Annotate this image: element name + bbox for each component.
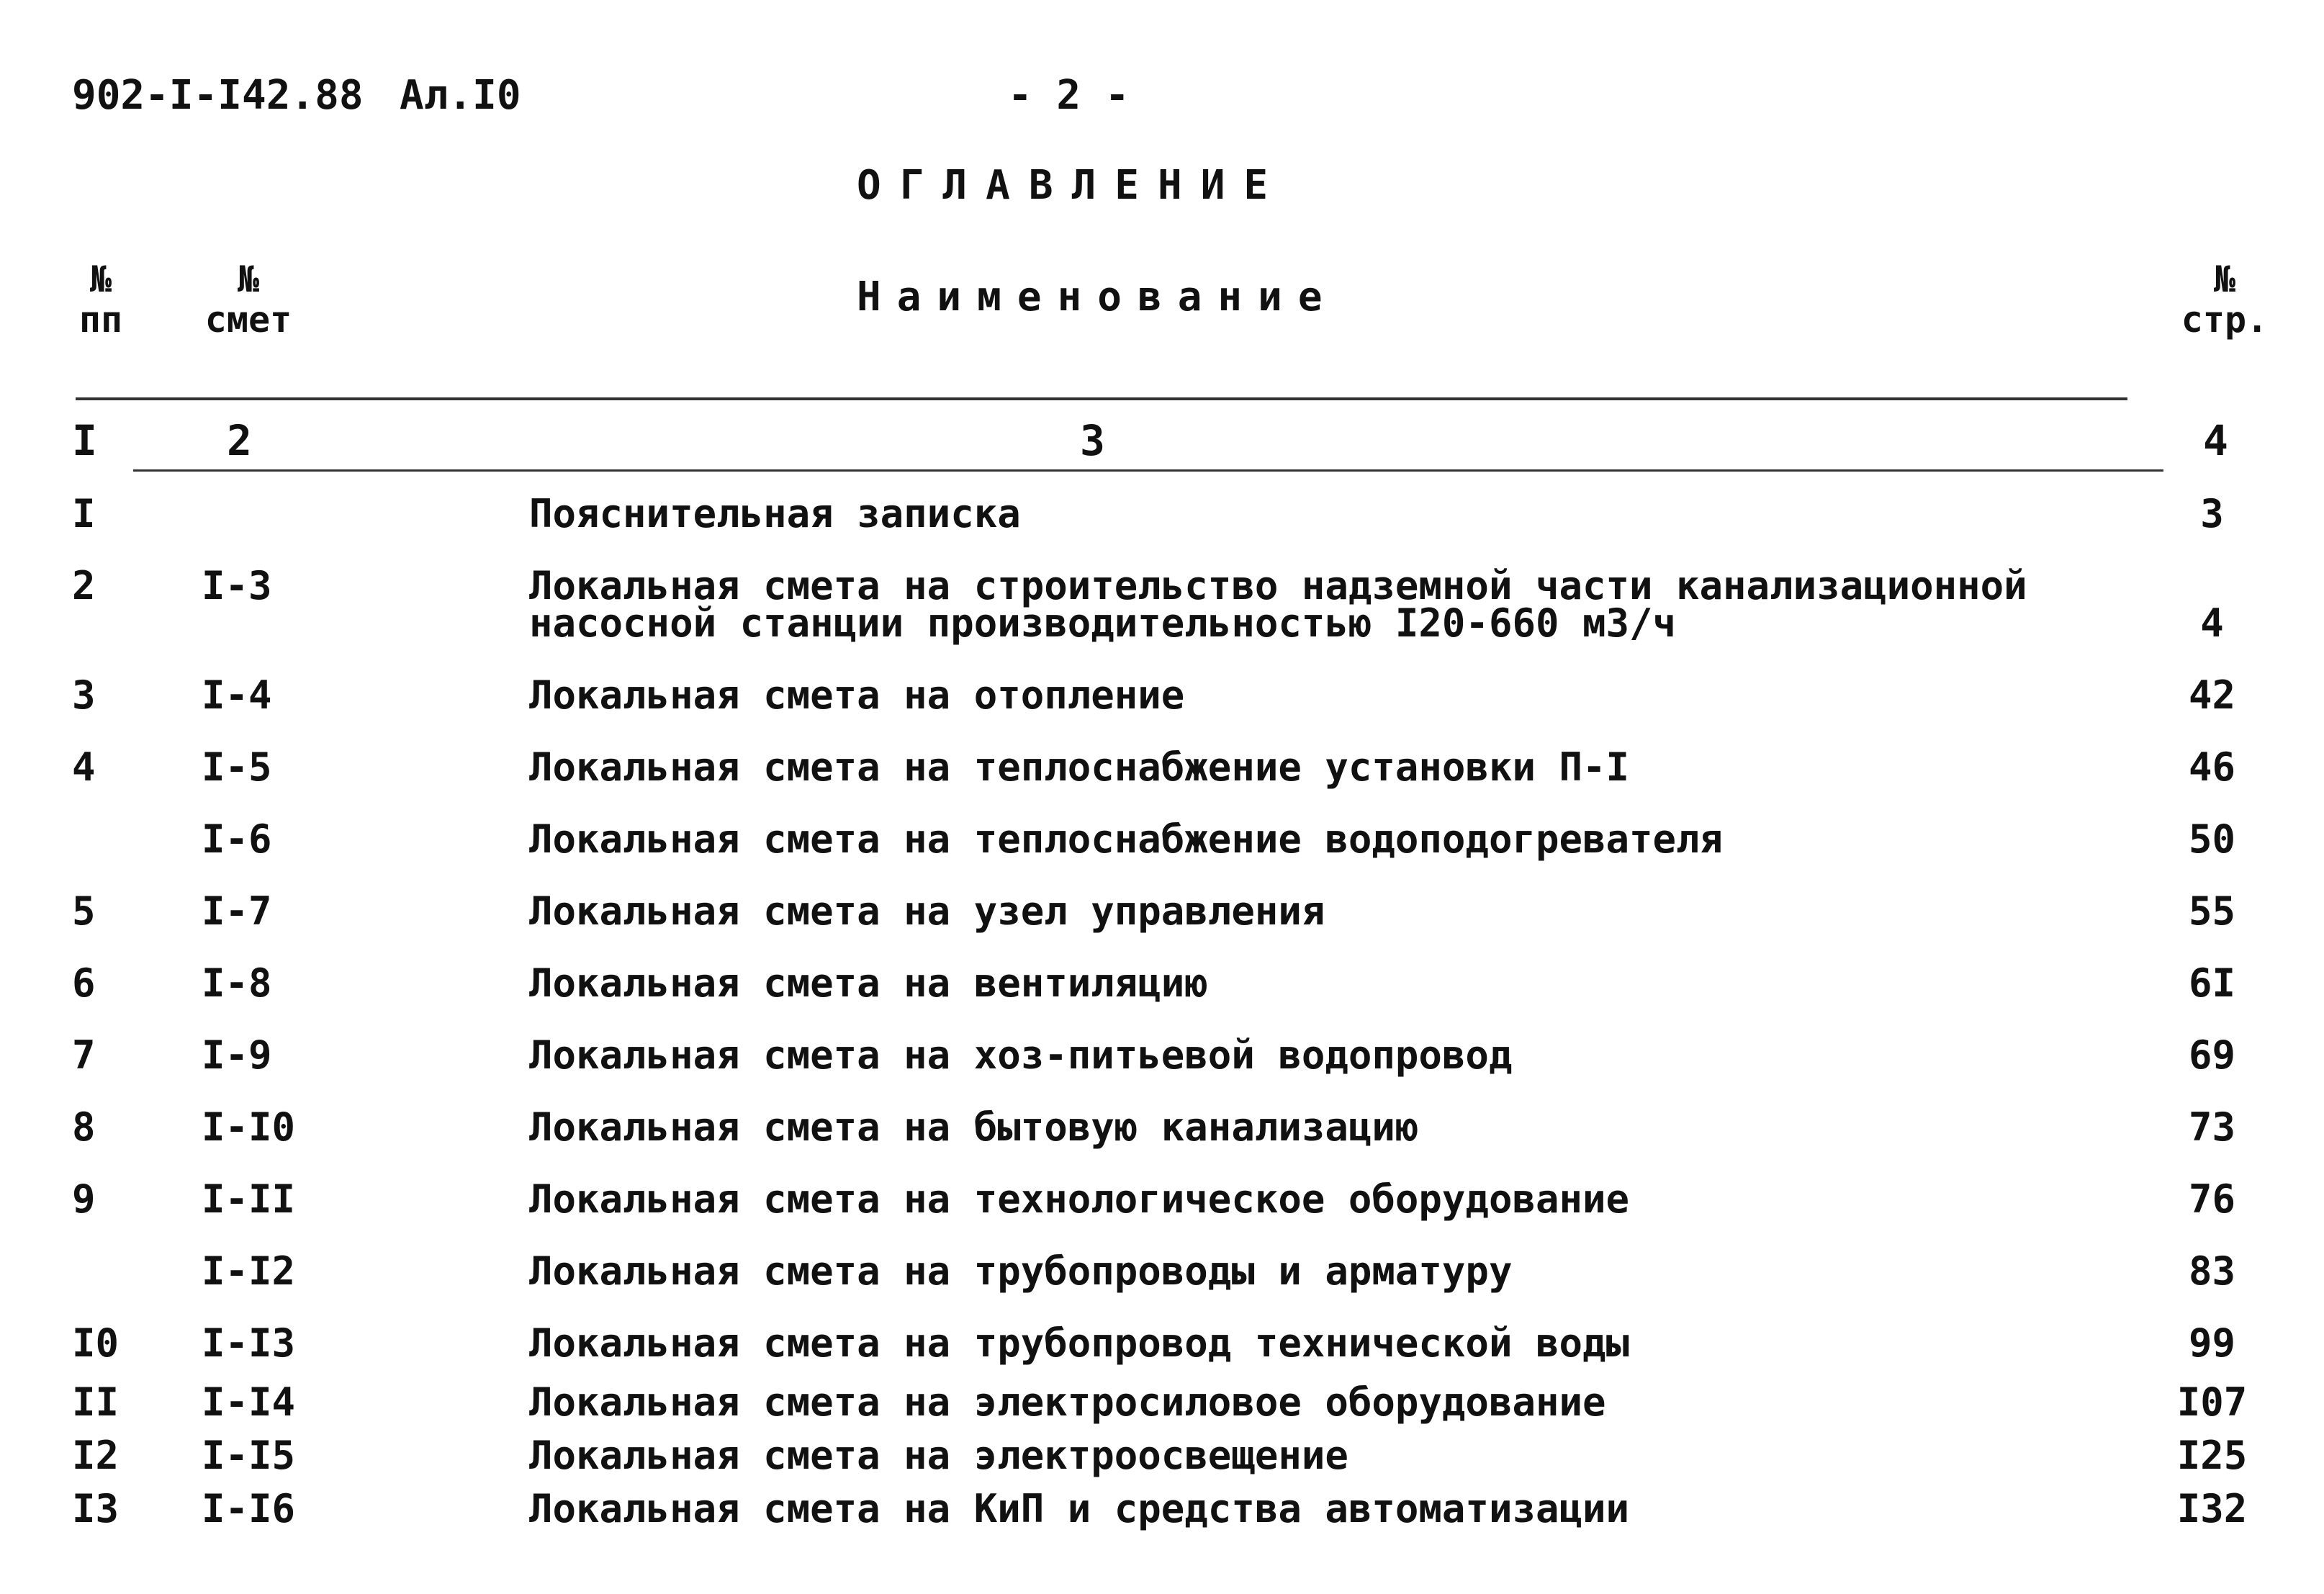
column-number-3: 3 xyxy=(1080,416,1105,465)
row-page: 69 xyxy=(2188,1032,2236,1078)
row-pp: 7 xyxy=(72,1032,96,1078)
row-pp: 9 xyxy=(72,1176,96,1222)
row-name: Локальная смета на вентиляцию xyxy=(529,960,1208,1006)
column-header-smeta xyxy=(198,259,299,340)
row-page: 3 xyxy=(2200,491,2224,536)
sheet-label: Ал.I0 xyxy=(400,72,521,119)
column-header-page xyxy=(2178,259,2271,340)
row-smeta xyxy=(202,482,529,554)
column-number-1: I xyxy=(72,416,97,465)
row-smeta: I-3 xyxy=(202,563,272,608)
row-smeta: I-5 xyxy=(202,744,272,790)
table-row xyxy=(72,1168,2275,1240)
header-divider xyxy=(76,397,2127,400)
row-name: Локальная смета на технологическое оборудование xyxy=(529,1176,1630,1222)
row-name: Локальная смета на электроосвещение xyxy=(529,1433,1348,1478)
table-row xyxy=(72,1024,2275,1096)
row-pp: I0 xyxy=(72,1320,120,1366)
row-name: Локальная смета на трубопроводы и арматуру xyxy=(529,1248,1513,1294)
row-pp: I xyxy=(72,491,96,536)
table-row xyxy=(72,736,2275,808)
row-page: 76 xyxy=(2188,1176,2236,1222)
row-smeta: I-9 xyxy=(202,1032,272,1078)
row-pp: 2 xyxy=(72,563,96,608)
row-name: Локальная смета на теплоснабжение водоподогревателя xyxy=(529,816,1724,862)
row-name-line-2: насосной станции производительностью I20-660 м3/ч xyxy=(529,600,1677,646)
row-pp: II xyxy=(72,1379,120,1425)
column-header-page-mark: № xyxy=(2213,258,2236,300)
column-header-pp xyxy=(72,259,130,340)
table-row xyxy=(72,1384,2275,1437)
column-header-smeta-mark: № xyxy=(237,258,260,300)
table-row xyxy=(72,880,2275,952)
table-row xyxy=(72,1312,2275,1384)
table-row xyxy=(72,808,2275,880)
row-smeta: I-6 xyxy=(202,816,272,862)
row-smeta: I-I2 xyxy=(202,1248,296,1294)
row-smeta: I-I3 xyxy=(202,1320,296,1366)
page-title: ОГЛАВЛЕНИЕ xyxy=(857,162,1287,209)
table-row xyxy=(72,482,2275,554)
row-page: 55 xyxy=(2188,888,2236,934)
row-name: Локальная смета на КиП и средства автоматизации xyxy=(529,1486,1630,1531)
row-page: 6I xyxy=(2188,960,2236,1006)
table-row xyxy=(72,664,2275,736)
column-number-4: 4 xyxy=(2203,416,2228,465)
row-smeta: I-I5 xyxy=(202,1433,296,1478)
row-page: 42 xyxy=(2188,672,2236,718)
row-page: I07 xyxy=(2176,1379,2248,1425)
row-page: 73 xyxy=(2188,1104,2236,1150)
table-row xyxy=(72,1096,2275,1168)
row-page: 4 xyxy=(2200,600,2224,646)
row-pp: 5 xyxy=(72,888,96,934)
table-row xyxy=(72,1490,2275,1544)
row-smeta: I-I6 xyxy=(202,1486,296,1531)
row-page: 99 xyxy=(2188,1320,2236,1366)
column-header-page-label: стр. xyxy=(2181,299,2269,341)
row-pp: 6 xyxy=(72,960,96,1006)
row-pp: 4 xyxy=(72,744,96,790)
document-code: 902-I-I42.88 xyxy=(72,72,364,119)
row-name: Локальная смета на теплоснабжение установки П-I xyxy=(529,744,1630,790)
row-name: Локальная смета на узел управления xyxy=(529,888,1325,934)
table-row xyxy=(72,1437,2275,1490)
row-name: Локальная смета на отопление xyxy=(529,672,1185,718)
table-row xyxy=(72,554,2275,664)
row-smeta: I-7 xyxy=(202,888,272,934)
row-page: I25 xyxy=(2176,1433,2248,1478)
row-name: Пояснительная записка xyxy=(529,491,1021,536)
row-pp xyxy=(72,808,202,880)
row-name: Локальная смета на хоз-питьевой водопровод xyxy=(529,1032,1513,1078)
row-name: Локальная смета на трубопровод технической воды xyxy=(529,1320,1630,1366)
row-pp: I3 xyxy=(72,1486,120,1531)
row-name-line-1: Локальная смета на строительство надземной части канализационной xyxy=(529,563,2027,608)
row-name xyxy=(529,554,2149,664)
table-row xyxy=(72,1240,2275,1312)
row-smeta: I-4 xyxy=(202,672,272,718)
row-name: Локальная смета на бытовую канализацию xyxy=(529,1104,1419,1150)
numbers-divider xyxy=(133,469,2163,472)
row-smeta: I-8 xyxy=(202,960,272,1006)
row-page: 46 xyxy=(2188,744,2236,790)
row-pp: 8 xyxy=(72,1104,96,1150)
row-name: Локальная смета на электросиловое оборудование xyxy=(529,1379,1606,1425)
row-pp xyxy=(72,1240,202,1312)
column-number-2: 2 xyxy=(227,416,252,465)
table-row xyxy=(72,952,2275,1024)
row-pp: I2 xyxy=(72,1433,120,1478)
row-page: 50 xyxy=(2188,816,2236,862)
row-smeta: I-I4 xyxy=(202,1379,296,1425)
column-header-pp-label: пп xyxy=(78,299,123,341)
row-smeta: I-I0 xyxy=(202,1104,296,1150)
contents-table xyxy=(72,482,2275,1544)
row-page: I32 xyxy=(2176,1486,2248,1531)
column-header-pp-mark: № xyxy=(89,258,112,300)
column-header-name: Наименование xyxy=(857,274,1338,320)
row-smeta: I-II xyxy=(202,1176,296,1222)
row-page: 83 xyxy=(2188,1248,2236,1294)
row-pp: 3 xyxy=(72,672,96,718)
column-header-smeta-label: смет xyxy=(204,299,292,341)
page-number: - 2 - xyxy=(1008,72,1130,119)
